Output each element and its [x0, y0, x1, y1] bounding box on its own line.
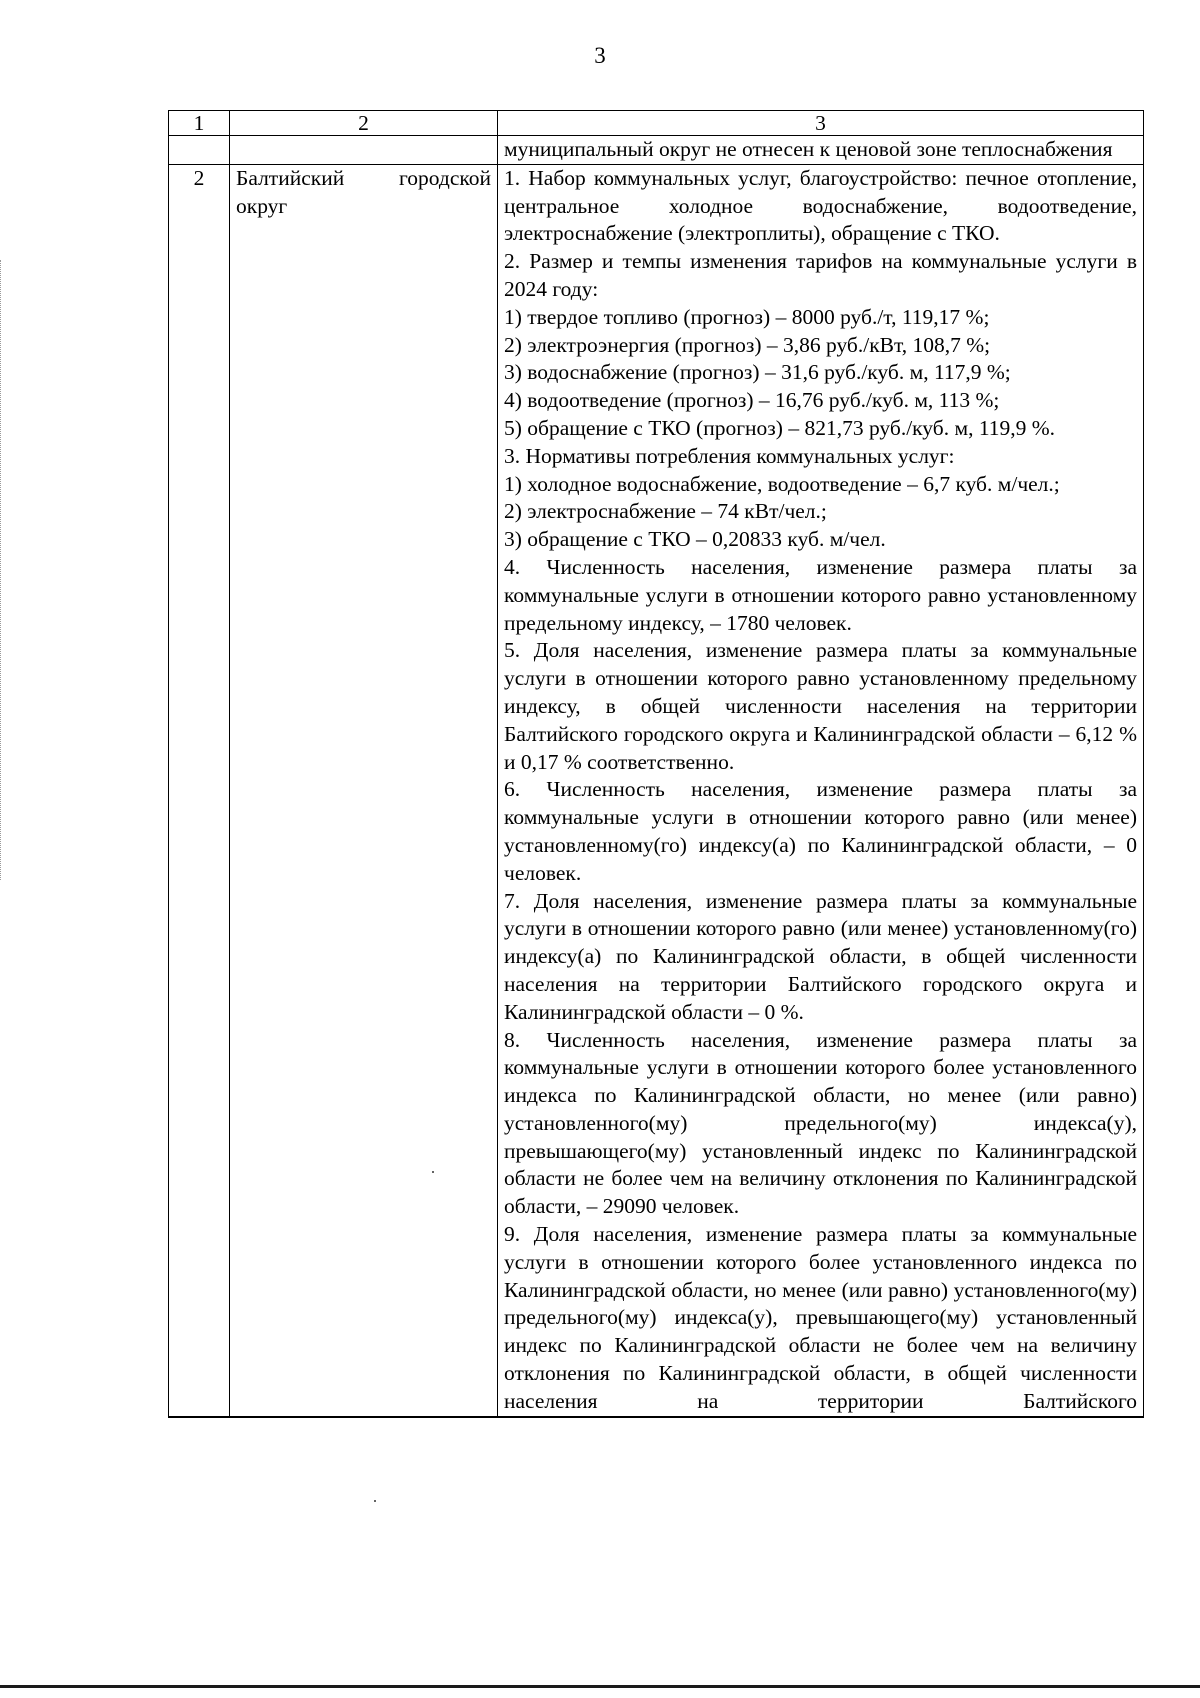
- table-row-continuation: [169, 136, 1144, 165]
- header-col-1: 1: [169, 111, 230, 136]
- municipality-name-cell: [230, 136, 498, 165]
- paragraph-6: 6. Численность населения, изменение размера платы за коммунальные услуги в отношении которого равно (или менее) установленному(го) индексу(а) по Калининградской области, – 0 человек.: [504, 777, 1137, 885]
- norm-item-3: 3) обращение с ТКО – 0,20833 куб. м/чел.: [504, 527, 886, 552]
- scan-bottom-edge: [0, 1685, 1200, 1688]
- paragraph-9: 9. Доля населения, изменение размера платы за коммунальные услуги в отношении которого более установленного индекса по Калининградской области, но менее (или равно) установленного(му) предельного(му) индекса(у), превышающего(му) установленный индекс по Калининградской области не более чем на величину отклонения по Калининградской области, в общей численности населения на территории Балтийского: [504, 1222, 1137, 1413]
- tariff-item-5: 5) обращение с ТКО (прогноз) – 821,73 руб./куб. м, 119,9 %.: [504, 415, 1056, 440]
- tariff-item-3: 3) водоснабжение (прогноз) – 31,6 руб./куб. м, 117,9 %;: [504, 360, 1011, 385]
- page-number: 3: [594, 43, 606, 68]
- norm-item-1: 1) холодное водоснабжение, водоотведение – 6,7 куб. м/чел.;: [504, 471, 1060, 496]
- header-col-3: 3: [498, 111, 1144, 136]
- municipality-name: Балтийский городской округ: [236, 165, 491, 218]
- norm-item-2: 2) электроснабжение – 74 кВт/чел.;: [504, 499, 827, 524]
- paragraph-1: 1. Набор коммунальных услуг, благоустройство: печное отопление, центральное холодное водоснабжение, водоотведение, электроснабжение (электроплиты), обращение с ТКО.: [504, 165, 1137, 246]
- row-number-cell: [169, 136, 230, 165]
- paragraph-4: 4. Численность населения, изменение размера платы за коммунальные услуги в отношении которого равно установленному предельному индексу, – 1780 человек.: [504, 554, 1137, 635]
- scan-margin-marks: [0, 260, 5, 880]
- tariff-table: [168, 110, 1144, 1418]
- paragraph-5: 5. Доля населения, изменение размера платы за коммунальные услуги в отношении которого равно установленному предельному индексу, в общей численности населения на территории Балтийского городского округа и Калининградской области – 6,12 % и 0,17 % соответственно.: [504, 638, 1137, 774]
- scan-speck: [374, 1500, 376, 1502]
- paragraph-2: 2. Размер и темпы изменения тарифов на коммунальные услуги в 2024 году:: [504, 249, 1137, 301]
- continuation-text: муниципальный округ не отнесен к ценовой зоне теплоснабжения: [504, 137, 1113, 161]
- tariff-item-1: 1) твердое топливо (прогноз) – 8000 руб./т, 119,17 %;: [504, 304, 990, 329]
- paragraph-8: 8. Численность населения, изменение размера платы за коммунальные услуги в отношении которого более установленного индекса по Калининградской области, но менее (или равно) установленного(му) предельного(му) индекса(у), превышающего(му) установленный индекс по Калининградской области не более чем на величину отклонения по Калининградской области, – 29090 человек.: [504, 1027, 1137, 1219]
- scan-speck: [432, 1171, 434, 1173]
- table-header-row: [169, 111, 1144, 136]
- paragraph-7: 7. Доля населения, изменение размера платы за коммунальные услуги в отношении которого равно (или менее) установленному(го) индексу(а) по Калининградской области, в общей численности населения на территории Балтийского городского округа и Калининградской области – 0 %.: [504, 888, 1137, 1024]
- header-col-2: 2: [230, 111, 498, 136]
- continuation-text-cell: [498, 136, 1144, 165]
- indicators-text-cell: [498, 164, 1144, 1416]
- paragraph-3: 3. Нормативы потребления коммунальных услуг:: [504, 443, 955, 468]
- tariff-item-4: 4) водоотведение (прогноз) – 16,76 руб./куб. м, 113 %;: [504, 388, 1000, 413]
- tariff-item-2: 2) электроэнергия (прогноз) – 3,86 руб./кВт, 108,7 %;: [504, 332, 991, 357]
- row-number-cell: 2: [169, 164, 230, 1416]
- table-row-baltiysk: [169, 164, 1144, 1416]
- municipality-name-cell: [230, 164, 498, 1416]
